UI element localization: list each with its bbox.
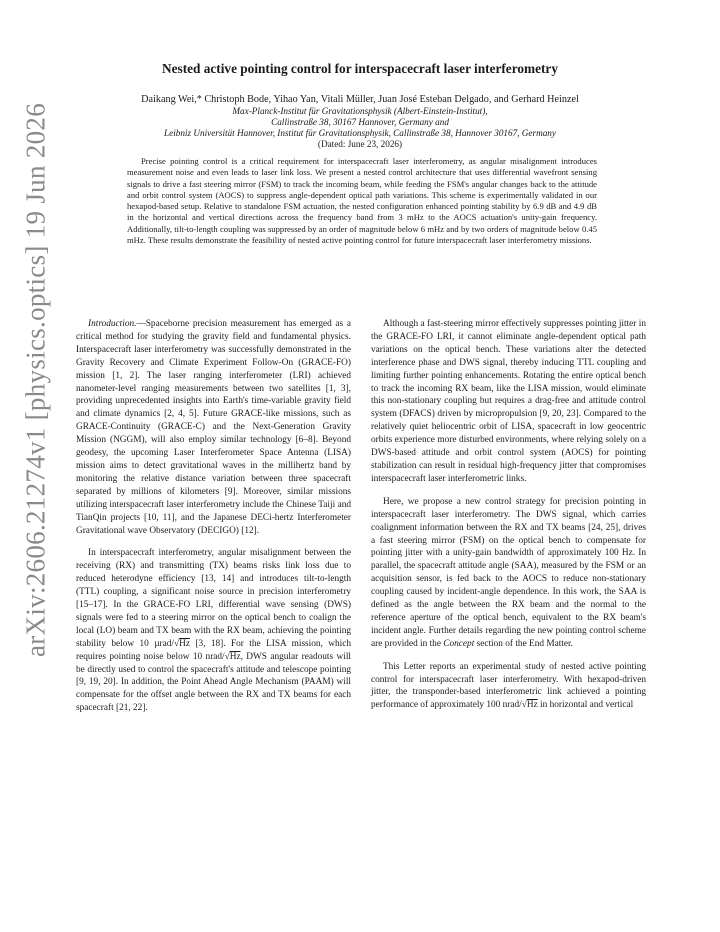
sqrt-unit: Hz bbox=[526, 700, 538, 711]
paragraph-text: Here, we propose a new control strategy for precision pointing in interspacecraft laser interferometry. The DWS signal, which carries coalignment information between the RX and TX beams [24, 25], drives a fast steering mirror (FSM) on the optical bench to compensate for pointing jitter with a unity-gain bandwidth of approximately 100 Hz. In parallel, the spacecraft attitude angle (SAA), measured by the FSM or an acquisition sensor, is fed back to the AOCS to reduce non-stationary coupling caused by incident-angle dependence. In this work, the SAA is defined as the angle between the RX beam and the normal to the reference aperture of the optical bench, equivalent to the RX beam's incident angle. Further details regarding the new pointing control scheme are provided in the bbox=[371, 496, 646, 649]
misalignment-paragraph bbox=[76, 547, 351, 715]
concept-reference: Concept bbox=[443, 638, 475, 649]
fsm-limitation-paragraph: Although a fast-steering mirror effectively suppresses pointing jitter in the GRACE-FO LRI, it cannot eliminate angle-dependent optical path variations on the optical bench. These variations alter the detected interference phase and DWS signal, thereby inducing TTL coupling and limiting further pointing enhancements. Rotating the entire optical bench to track the incoming RX beam, like the LISA mission, would eliminate this non-stationary coupling but requires a drag-free and attitude control system (DFACS) driven by micropropulsion [9, 20, 23]. Compared to the relatively quiet heliocentric orbit of LISA, spacecraft in low geocentric orbits experience more disturbed environments, where relying solely on a DWS-based attitude and orbit control system (AOCS) for pointing stabilization can result in residual high-frequency jitter that compromises interspacecraft laser interferometric links. bbox=[371, 319, 646, 484]
abstract: Precise pointing control is a critical requirement for interspacecraft laser interferometry, as angular misalignment introduces measurement noise and even leads to laser link loss. We present a nested control architecture that uses differential wavefront sensing signals to drive a fast steering mirror (FSM) to track the incoming beam, while feeding the FSM's angular changes back to the attitude and orbit control system (AOCS) to suppress angle-dependent optical path variations. This scheme is experimentally validated in our hexapod-based setup. Relative to standalone FSM actuation, the nested configuration enhanced pointing stability by 6.9 dB and 4.9 dB in the horizontal and vertical directions across the frequency band from 3 mHz to the AOCS actuation's unity-gain frequency. Additionally, tilt-to-length coupling was suppressed by an order of magnitude below 6 mHz and by two orders of magnitude below 0.45 mHz. These results demonstrate the feasibility of nested active pointing control for future interspacecraft laser interferometry missions. bbox=[127, 156, 597, 246]
author-list: Daikang Wei,* Christoph Bode, Yihao Yan, Vitali Müller, Juan José Esteban Delgado, and Gerhard Heinzel bbox=[141, 94, 579, 105]
paragraph-text: In interspacecraft interferometry, angular misalignment between the receiving (RX) and transmitting (TX) beams risks link loss due to reduced heterodyne efficiency [13, 14] and introduces tilt-to-length (TTL) coupling, a significant noise source in precision interferometry [15–17]. In the GRACE-FO LRI, differential wave sensing (DWS) signals were fed to a steering mirror on the optical bench to coalign the local (LO) beam and TX beam with the RX beam, achieving the pointing stability below 10 µrad/√ bbox=[76, 548, 351, 649]
paragraph-text: section of the End Matter. bbox=[474, 638, 573, 649]
dated-line: (Dated: June 23, 2026) bbox=[317, 139, 403, 149]
sqrt-unit: Hz bbox=[229, 651, 241, 662]
paper-title: Nested active pointing control for interspacecraft laser interferometry bbox=[162, 61, 558, 76]
left-column bbox=[76, 318, 351, 725]
proposal-paragraph bbox=[371, 496, 646, 651]
affiliation-line-1: Max-Planck-Institut für Gravitationsphysik (Albert-Einstein-Institut), bbox=[232, 106, 488, 116]
affiliation-line-3: Leibniz Universität Hannover, Institut für Gravitationsphysik, Callinstraße 38, Hannover 30167, Germany bbox=[164, 128, 556, 138]
paragraph-text: This Letter reports an experimental study of nested active pointing control for interspacecraft laser interferometry. With hexapod-driven jitter, the transponder-based interferometric link achieved a pointing performance of approximately 100 nrad/√ bbox=[371, 661, 646, 711]
right-column bbox=[371, 318, 646, 722]
paragraph-text: , DWS angular readouts will be directly used to control the spacecraft's attitude and telescope pointing [9, 19, 20]. In addition, the Point Ahead Angle Mechanism (PAAM) will compensate for the offset angle between the RX and TX beams for each spacecraft [21, 22]. bbox=[76, 651, 351, 714]
affiliation-line-2: Callinstraße 38, 30167 Hannover, Germany and bbox=[271, 117, 449, 127]
paragraph-text: [3, 18]. For the LISA mission, which requires pointing noise below 10 nrad/√ bbox=[76, 638, 352, 662]
introduction-text: —Spaceborne precision measurement has emerged as a critical method for studying the gravity field and fundamental physics. Interspacecraft laser interferometry was successfully demonstrated in the Gravity Recovery and Climate Experiment Follow-On (GRACE-FO) mission [1, 2]. The laser ranging interferometer (LRI) achieved nanometer-level ranging measurements between two satellites [1, 3], providing unprecedented insights into Earth's time-variable gravity field and climate dynamics [2, 4, 5]. Future GRACE-like missions, such as GRACE-Continuity (GRACE-C) and the Next-Generation Gravity Mission (NGGM), will also employ similar technology [6–8]. Beyond geodesy, the upcoming Laser Interferometer Space Antenna (LISA) mission aims to detect gravitational waves in the millihertz band by monitoring the relative distance variation between three spacecraft separated by millions of kilometers [9]. Moreover, similar missions utilizing interspacecraft laser interferometry include the Chinese Taiji and TianQin projects [10, 11], and the Japanese DECi-hertz Interferometer Gravitational wave Observatory (DECIGO) [12]. bbox=[76, 319, 351, 536]
sqrt-unit: Hz bbox=[179, 638, 190, 649]
introduction-paragraph bbox=[76, 318, 351, 537]
letter-summary-paragraph bbox=[371, 661, 646, 713]
introduction-heading: Introduction. bbox=[88, 319, 137, 329]
paragraph-text: in horizontal and vertical bbox=[537, 700, 634, 711]
arxiv-identifier-stamp: arXiv:2606.21274v1 [physics.optics] 19 Jun 2026 bbox=[20, 102, 51, 658]
